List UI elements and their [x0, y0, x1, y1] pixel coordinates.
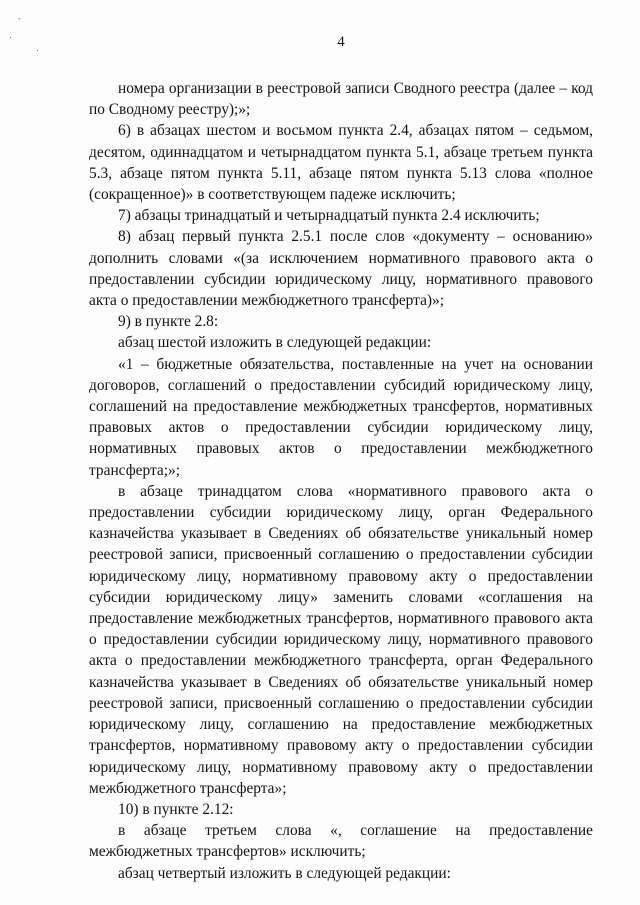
scan-artifact-mark: `: [18, 17, 21, 27]
paragraph: в абзаце третьем слова «, соглашение на предоставление межбюджетных трансфертов» исключить;: [89, 822, 593, 861]
paragraph: в абзаце тринадцатом слова «нормативного правового акта о предоставлении субсидии юридическому лицу, орган Федерального казначейства указывает в Сведениях об обязательстве уникальный номер реестровой записи, присвоенный соглашению о предоставлении субсидии юридическому лицу, нормативному правовому акту о предоставлении субсидии юридическому лицу» заменить словами «соглашения на предоставление межбюджетных трансфертов, нормативного правового акта о предоставлении субсидии юридическому лицу, нормативного правового акта о предоставлении межбюджетного трансферта, орган Федерального казначейства указывает в Сведениях об обязательстве уникальный номер реестровой записи, присвоенный соглашению о предоставлении субсидии юридическому лицу, соглашению на предоставление межбюджетных трансфертов, нормативному правовому акту о предоставлении субсидии юридическому лицу, нормативному правовому акту о предоставлении межбюджетного трансферта»;: [89, 482, 593, 797]
document-body: [89, 78, 593, 884]
paragraph: 8) абзац первый пункта 2.5.1 после слов «документу – основанию» дополнить словами «(за исключением нормативного правового акта о предоставлении субсидии юридическому лицу, нормативного правового акта о предоставлении межбюджетного трансферта)»;: [89, 228, 593, 310]
paragraph: 7) абзацы тринадцатый и четырнадцатый пункта 2.4 исключить;: [118, 207, 540, 225]
paragraph: «1 – бюджетные обязательства, поставленные на учет на основании договоров, соглашений о предоставлении субсидий юридическому лицу, соглашений на предоставление межбюджетных трансфертов, нормативных правовых актов о предоставлении субсидии юридическому лицу, нормативных правовых актов о предоставлении межбюджетного трансферта;»;: [89, 355, 593, 479]
paragraph: номера организации в реестровой записи Сводного реестра (далее – код по Сводному реестру);»;: [89, 80, 593, 119]
paragraph: 10) в пункте 2.12:: [118, 800, 234, 818]
scan-artifact-mark: ·: [36, 45, 39, 55]
scan-artifact-mark: ·: [9, 32, 12, 42]
page-number: 4: [337, 34, 345, 50]
paragraph: 6) в абзацах шестом и восьмом пункта 2.4, абзацах пятом – седьмом, десятом, одиннадцатом и четырнадцатом пункта 5.1, абзаце третьем пункта 5.3, абзаце пятом пункта 5.11, абзаце пятом пункта 5.13 слова «полное (сокращенное)» в соответствующем падеже исключить;: [89, 122, 593, 204]
paragraph: 9) в пункте 2.8:: [118, 313, 219, 331]
paragraph: абзац шестой изложить в следующей редакции:: [118, 334, 432, 352]
paragraph: абзац четвертый изложить в следующей редакции:: [118, 864, 451, 882]
